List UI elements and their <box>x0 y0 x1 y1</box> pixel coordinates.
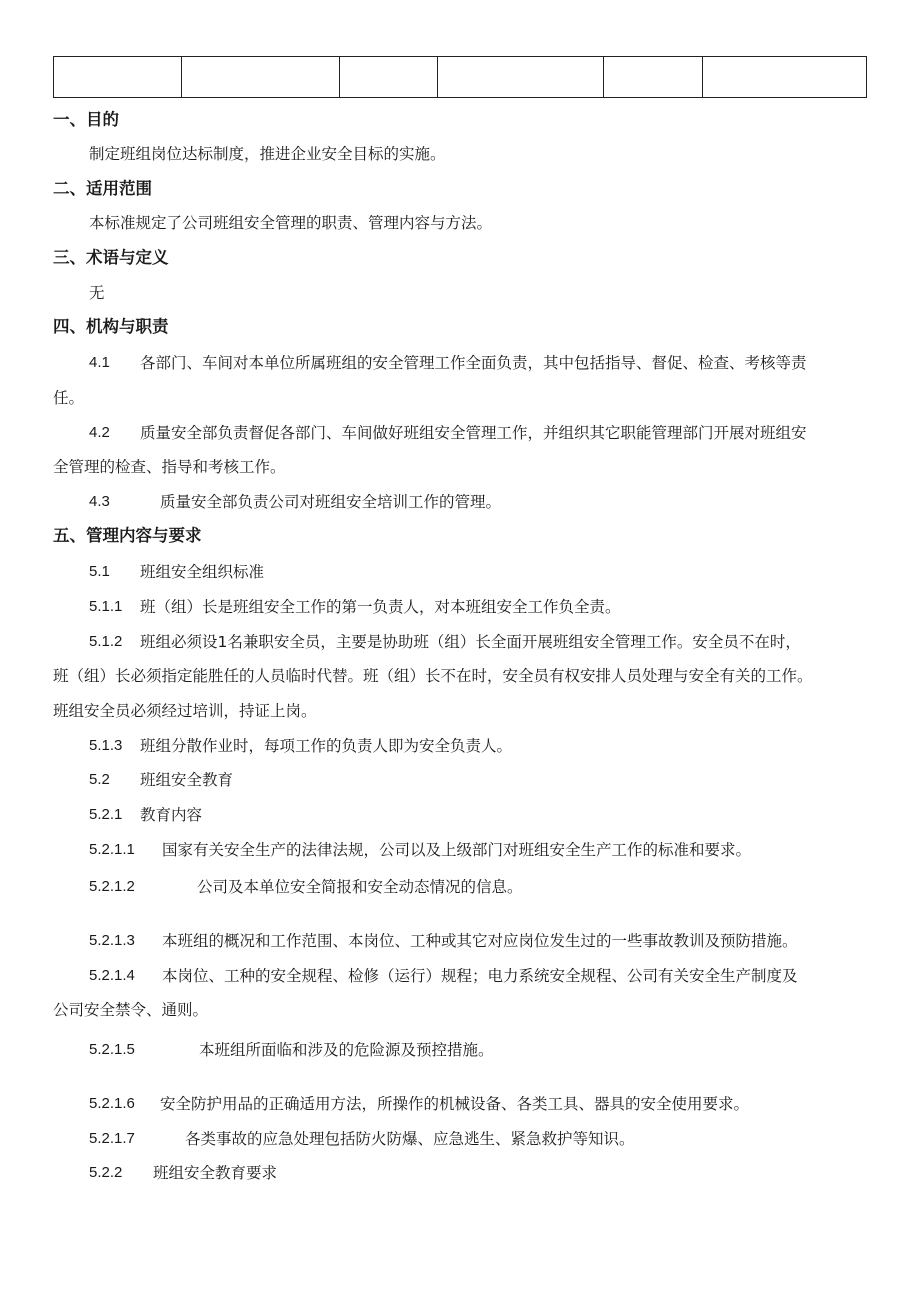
item-text: 各类事故的应急处理包括防火防爆、应急逃生、紧急救护等知识。 <box>185 1130 635 1148</box>
item-number: 5.1 <box>89 563 110 580</box>
item-text: 本班组的概况和工作范围、本岗位、工种或其它对应岗位发生过的一些事故教训及预防措施。 <box>162 932 798 950</box>
header-cell <box>703 57 867 98</box>
item-number: 5.2.2 <box>89 1164 123 1181</box>
item-number: 5.1.2 <box>89 633 123 650</box>
item-text: 班（组）长是班组安全工作的第一负责人，对本班组安全工作负全责。 <box>140 598 621 616</box>
item-number: 5.2.1.3 <box>89 932 135 949</box>
item-number: 5.2.1.5 <box>89 1041 135 1058</box>
section-heading-management: 五、管理内容与要求 <box>53 526 202 545</box>
header-cell <box>54 57 182 98</box>
section-body-terms: 无 <box>89 284 105 302</box>
item-number: 5.2.1.7 <box>89 1130 135 1147</box>
section-body-scope: 本标准规定了公司班组安全管理的职责、管理内容与方法。 <box>89 214 493 232</box>
item-number: 5.1.3 <box>89 737 123 754</box>
item-text-continuation: 全管理的检查、指导和考核工作。 <box>53 458 286 476</box>
header-cell <box>604 57 703 98</box>
item-text: 教育内容 <box>140 806 203 824</box>
item-text: 班组必须设1名兼职安全员，主要是协助班（组）长全面开展班组安全管理工作。安全员不在时， <box>140 633 801 651</box>
item-text-continuation: 班（组）长必须指定能胜任的人员临时代替。班（组）长不在时，安全员有权安排人员处理与安全有关的工作。 <box>53 667 813 685</box>
item-number: 4.2 <box>89 424 110 441</box>
item-text: 班组安全组织标准 <box>140 563 265 581</box>
item-text-continuation: 班组安全员必须经过培训，持证上岗。 <box>53 702 317 720</box>
item-number: 5.2.1.6 <box>89 1095 135 1112</box>
item-number: 4.1 <box>89 354 110 371</box>
item-text: 各部门、车间对本单位所属班组的安全管理工作全面负责，其中包括指导、督促、检查、考核等责 <box>140 354 807 372</box>
section-heading-purpose: 一、目的 <box>53 110 119 129</box>
item-text-continuation: 公司安全禁令、通则。 <box>53 1001 209 1019</box>
item-text: 国家有关安全生产的法律法规，公司以及上级部门对班组安全生产工作的标准和要求。 <box>162 841 752 859</box>
section-body-purpose: 制定班组岗位达标制度，推进企业安全目标的实施。 <box>89 145 446 163</box>
item-text: 质量安全部负责督促各部门、车间做好班组安全管理工作，并组织其它职能管理部门开展对班组安 <box>140 424 807 442</box>
header-cell <box>340 57 438 98</box>
item-number: 5.2.1 <box>89 806 123 823</box>
item-number: 5.2.1.1 <box>89 841 135 858</box>
header-table-row <box>54 57 867 98</box>
section-heading-terms: 三、术语与定义 <box>53 248 169 267</box>
header-table <box>53 56 867 98</box>
item-text: 本班组所面临和涉及的危险源及预控措施。 <box>199 1041 494 1059</box>
item-text: 安全防护用品的正确适用方法，所操作的机械设备、各类工具、器具的安全使用要求。 <box>160 1095 750 1113</box>
item-text: 班组安全教育要求 <box>153 1164 278 1182</box>
item-number: 5.2.1.4 <box>89 967 135 984</box>
item-text-continuation: 任。 <box>53 389 85 407</box>
item-text: 公司及本单位安全简报和安全动态情况的信息。 <box>197 878 523 896</box>
section-heading-responsibilities: 四、机构与职责 <box>53 317 169 336</box>
item-number: 5.2 <box>89 771 110 788</box>
item-text: 班组安全教育 <box>140 771 234 789</box>
item-text: 质量安全部负责公司对班组安全培训工作的管理。 <box>160 493 502 511</box>
item-text: 本岗位、工种的安全规程、检修（运行）规程；电力系统安全规程、公司有关安全生产制度及 <box>162 967 798 985</box>
header-cell <box>438 57 604 98</box>
item-text: 班组分散作业时，每项工作的负责人即为安全负责人。 <box>140 737 513 755</box>
item-number: 5.1.1 <box>89 598 123 615</box>
item-number: 5.2.1.2 <box>89 878 135 895</box>
header-cell <box>182 57 340 98</box>
item-number: 4.3 <box>89 493 110 510</box>
section-heading-scope: 二、适用范围 <box>53 179 152 198</box>
